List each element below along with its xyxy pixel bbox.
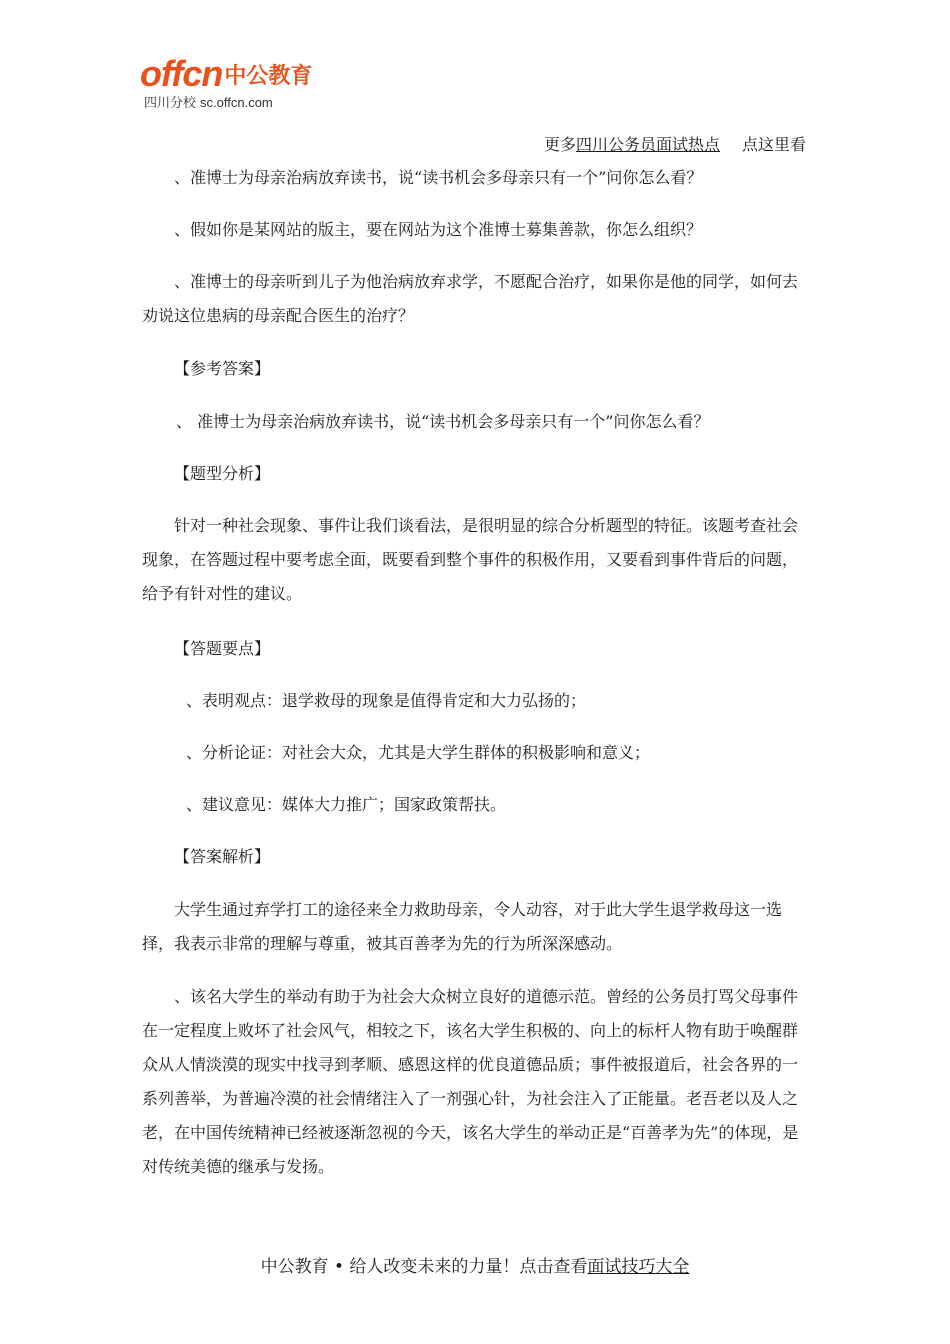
top-link-action[interactable]: 点这里看	[741, 135, 806, 154]
type-analysis-text: 针对一种社会现象、事件让我们谈看法，是很明显的综合分析题型的特征。该题考查社会现象，在答题过程中要考虑全面，既要看到整个事件的积极作用，又要看到事件背后的问题，给予有针对性的建议。	[142, 516, 799, 603]
interview-tips-link[interactable]: 面试技巧大全	[587, 1257, 690, 1277]
question-2: 、假如你是某网站的版主，要在网站为这个准博士募集善款，你怎么组织？	[174, 220, 703, 239]
point-1: 、表明观点：退学救母的现象是值得肯定和大力弘扬的；	[186, 691, 587, 710]
analysis-paragraph-1: 、该名大学生的举动有助于为社会大众树立良好的道德示范。曾经的公务员打骂父母事件在一定程度上败坏了社会风气，相较之下，该名大学生积极的、向上的标杆人物有助于唤醒群众从人情淡漠的现实中找寻到孝顺、感恩这样的优良道德品质；事件被报道后，社会各界的一系列善举，为普遍冷漠的社会情绪注入了一剂强心针，为社会注入了正能量。老吾老以及人之老，在中国传统精神已经被逐渐忽视的今天，该名大学生的举动正是“百善孝为先”的体现，是对传统美德的继承与发扬。	[142, 987, 799, 1176]
heading-answer-analysis: 【答案解析】	[174, 847, 271, 866]
heading-type-analysis: 【题型分析】	[174, 464, 271, 483]
offcn-logo[interactable]	[140, 54, 330, 114]
analysis-intro: 大学生通过弃学打工的途径来全力救助母亲，令人动容，对于此大学生退学救母这一选择，我表示非常的理解与尊重，被其百善孝为先的行为所深深感动。	[142, 900, 783, 953]
logo-brand-cn: 中公教育	[224, 64, 313, 89]
footer-text: 中公教育 • 给人改变未来的力量！点击查看	[260, 1257, 588, 1277]
interview-hotspot-link[interactable]: 四川公务员面试热点	[575, 135, 720, 154]
question-3: 、准博士的母亲听到儿子为他治病放弃求学，不愿配合治疗，如果你是他的同学，如何去劝说这位患病的母亲配合医生的治疗？	[142, 272, 799, 325]
point-2: 、分析论证：对社会大众，尤其是大学生群体的积极影响和意义；	[186, 743, 651, 762]
logo-branch: 四川分校	[144, 96, 197, 111]
heading-answer-points: 【答题要点】	[174, 639, 271, 658]
answer-question-1: 、 准博士为母亲治病放弃读书，说“读书机会多母亲只有一个”问你怎么看？	[176, 412, 710, 431]
question-1: 、准博士为母亲治病放弃读书，说“读书机会多母亲只有一个”问你怎么看？	[174, 168, 703, 187]
point-3: 、建议意见：媒体大力推广；国家政策帮扶。	[186, 795, 507, 814]
heading-reference-answer: 【参考答案】	[174, 359, 271, 378]
logo-subtitle	[144, 92, 273, 111]
logo-url: sc.offcn.com	[200, 95, 273, 110]
top-link-prefix: 更多	[543, 135, 576, 154]
logo-brand-en: offcn	[140, 53, 223, 94]
top-link-bar	[520, 132, 806, 155]
footer-bar	[0, 1252, 950, 1277]
